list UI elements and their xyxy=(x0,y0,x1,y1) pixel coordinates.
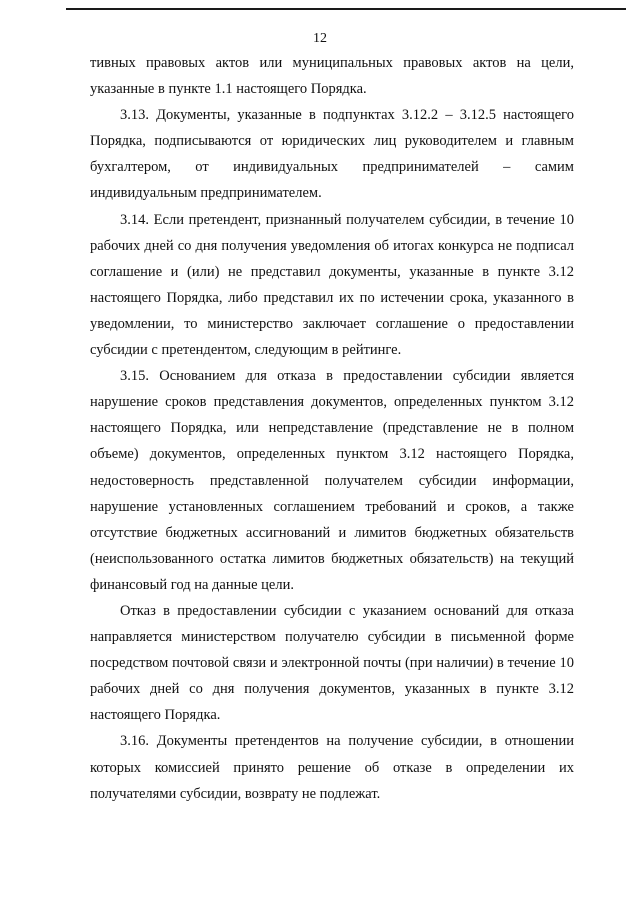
paragraph-3-13: 3.13. Документы, указанные в подпунктах 3.12.2 – 3.12.5 настоящего Порядка, подписываются от юридических лиц руководителем и главным бухгалтером, от индивидуальных предпринимателей – самим индивидуальным предпринимателем. xyxy=(90,107,574,202)
paragraph-continuation: тивных правовых актов или муниципальных правовых актов на цели, указанные в пункте 1.1 настоящего Порядка. xyxy=(90,55,574,98)
document-body xyxy=(90,50,574,807)
paragraph-3-14: 3.14. Если претендент, признанный получателем субсидии, в течение 10 рабочих дней со дня получения уведомления об итогах конкурса не подписал соглашение и (или) не представил документы, указанные в пункте 3.12 настоящего Порядка, либо представил их по истечении срока, указанного в уведомлении, то министерство заключает соглашение о предоставлении субсидии с претендентом, следующим в рейтинге. xyxy=(90,211,574,359)
paragraph-3-15: 3.15. Основанием для отказа в предоставлении субсидии является нарушение сроков представления документов, определенных пунктом 3.12 настоящего Порядка, или непредставление (представление не в полном объеме) документов, определенных пунктом 3.12 настоящего Порядка, недостоверность представленной получателем субсидии информации, нарушение установленных соглашением требований и сроков, а также отсутствие бюджетных ассигнований и лимитов бюджетных обязательств (неиспользованного остатка лимитов бюджетных обязательств) на текущий финансовый год на данные цели. xyxy=(90,368,574,593)
paragraph-3-16: 3.16. Документы претендентов на получение субсидии, в отношении которых комиссией принято решение об отказе в определении их получателями субсидии, возврату не подлежат. xyxy=(90,733,574,802)
paragraph-refusal-notice: Отказ в предоставлении субсидии с указанием оснований для отказа направляется министерством получателю субсидии в письменной форме посредством почтовой связи и электронной почты (при наличии) в течение 10 рабочих дней со дня получения документов, указанных в пункте 3.12 настоящего Порядка. xyxy=(90,602,574,724)
top-border-rule xyxy=(66,8,626,10)
page-number: 12 xyxy=(313,31,327,46)
